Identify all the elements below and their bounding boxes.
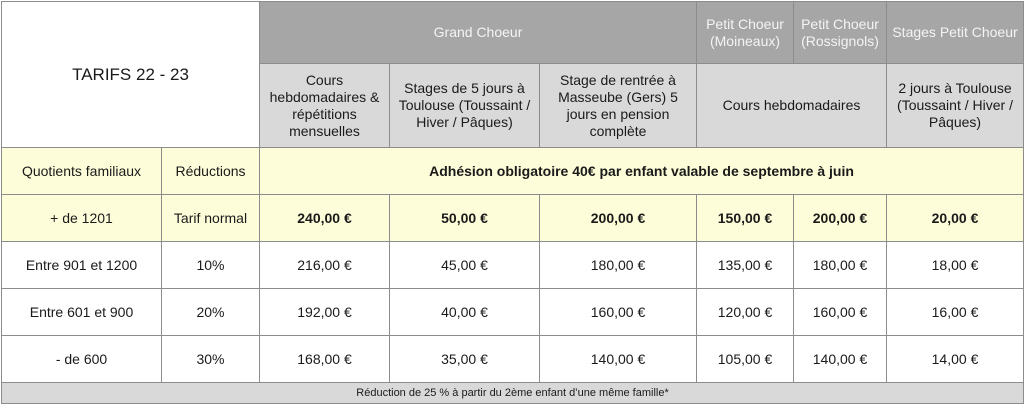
price-cell: 45,00 € [390,242,540,289]
price-cell: 168,00 € [260,336,390,383]
price-cell: 120,00 € [697,289,794,336]
quotient-cell: Entre 901 et 1200 [2,242,162,289]
table-row [2,289,1024,336]
reduction-cell: 20% [162,289,260,336]
footer-note: Réduction de 25 % à partir du 2ème enfant d’une même famille* [2,383,1024,404]
adhesion-notice: Adhésion obligatoire 40€ par enfant valable de septembre à juin [260,148,1024,195]
price-cell: 140,00 € [794,336,887,383]
table-row [2,336,1024,383]
table-row [2,242,1024,289]
price-cell: 35,00 € [390,336,540,383]
price-cell: 180,00 € [540,242,697,289]
subheader-stages-toulouse: Stages de 5 jours à Toulouse (Toussaint / Hiver / Pâques) [390,64,540,148]
price-cell: 160,00 € [794,289,887,336]
label-quotients: Quotients familiaux [2,148,162,195]
quotient-cell: + de 1201 [2,195,162,242]
reduction-cell: 10% [162,242,260,289]
price-cell: 192,00 € [260,289,390,336]
price-cell: 20,00 € [887,195,1024,242]
price-cell: 105,00 € [697,336,794,383]
price-cell: 216,00 € [260,242,390,289]
subheader-cours-hebdo-pc: Cours hebdomadaires [697,64,887,148]
price-cell: 160,00 € [540,289,697,336]
price-cell: 140,00 € [540,336,697,383]
price-cell: 200,00 € [540,195,697,242]
price-cell: 18,00 € [887,242,1024,289]
subheader-cours-hebdo-gc: Cours hebdomadaires & répétitions mensuelles [260,64,390,148]
price-cell: 40,00 € [390,289,540,336]
tarifs-table [1,1,1024,404]
quotient-cell: - de 600 [2,336,162,383]
price-cell: 14,00 € [887,336,1024,383]
price-cell: 135,00 € [697,242,794,289]
table-title: TARIFS 22 - 23 [2,2,260,148]
label-reductions: Réductions [162,148,260,195]
quotient-cell: Entre 601 et 900 [2,289,162,336]
price-cell: 200,00 € [794,195,887,242]
reduction-cell: Tarif normal [162,195,260,242]
table-row [2,195,1024,242]
group-stages-petit-choeur: Stages Petit Choeur [887,2,1024,64]
subheader-stage-masseube: Stage de rentrée à Masseube (Gers) 5 jours en pension complète [540,64,697,148]
group-petit-choeur-rossignols: Petit Choeur (Rossignols) [794,2,887,64]
price-cell: 150,00 € [697,195,794,242]
price-cell: 240,00 € [260,195,390,242]
reduction-cell: 30% [162,336,260,383]
price-cell: 50,00 € [390,195,540,242]
group-petit-choeur-moineaux: Petit Choeur (Moineaux) [697,2,794,64]
group-grand-choeur: Grand Choeur [260,2,697,64]
price-cell: 16,00 € [887,289,1024,336]
price-cell: 180,00 € [794,242,887,289]
subheader-deux-jours: 2 jours à Toulouse (Toussaint / Hiver / Pâques) [887,64,1024,148]
